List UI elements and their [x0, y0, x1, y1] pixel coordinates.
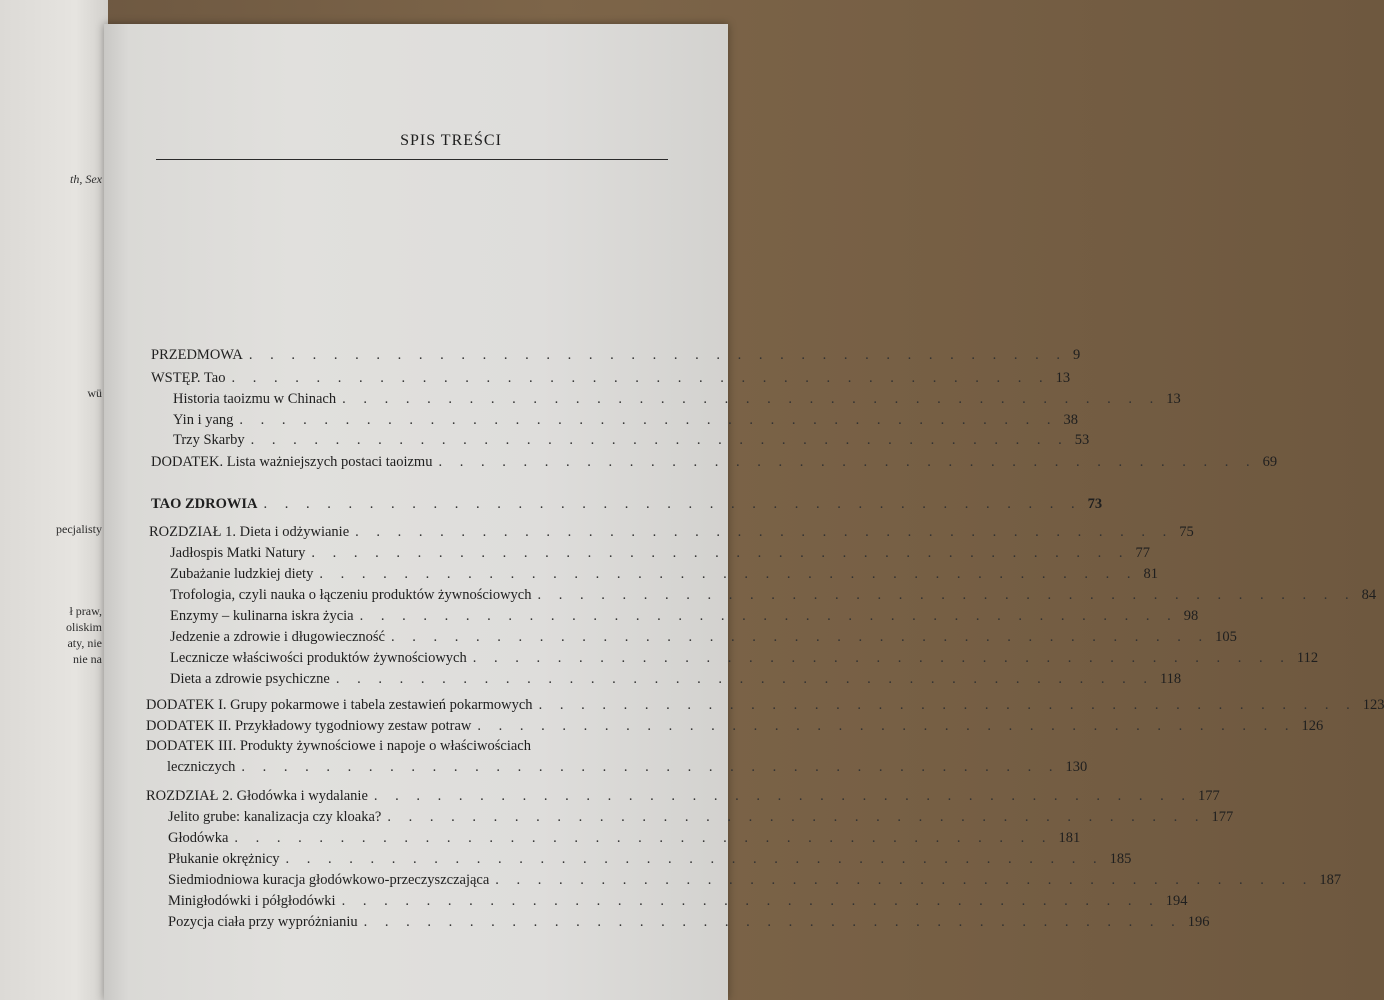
toc-leader-dots: . . . . . . . . . . . . . . . . . . . . . . . . . . . . . . . . . . . . . . .: [239, 412, 1058, 428]
toc-page-number: 98: [1183, 608, 1199, 624]
toc-page-number: 73: [1087, 496, 1103, 512]
toc-entry: [168, 914, 1210, 936]
toc-entry: [168, 809, 1234, 831]
toc-page-number: 13: [1166, 391, 1181, 407]
toc-page-number: 75: [1179, 524, 1194, 540]
page-title: SPIS TREŚCI: [400, 132, 502, 149]
toc-page-number: 38: [1063, 412, 1079, 428]
toc-entry: [170, 650, 1319, 672]
toc-leader-dots: . . . . . . . . . . . . . . . . . . . . . . . . . . . . . . . . . . . . . . .: [335, 671, 1154, 687]
toc-entry: [146, 718, 1324, 740]
toc-page-number: 177: [1211, 809, 1234, 825]
toc-leader-dots: . . . . . . . . . . . . . . . . . . . . . . . . . . . . . . . . . . . . . . .: [311, 545, 1130, 561]
toc-leader-dots: . . . . . . . . . . . . . . . . . . . . . . . . . . . . . . . . . . . . . . .: [355, 524, 1174, 540]
toc-entry: [170, 608, 1199, 630]
toc-leader-dots: . . . . . . . . . . . . . . . . . . . . . . . . . . . . . . . . . . . . . . .: [537, 587, 1356, 603]
toc-page-number: 105: [1215, 629, 1237, 645]
toc-page-number: 112: [1296, 650, 1319, 666]
toc-page-number: 187: [1319, 872, 1342, 888]
toc-entry: [170, 671, 1182, 693]
toc-entry: [170, 545, 1150, 567]
toc-leader-dots: . . . . . . . . . . . . . . . . . . . . . . . . . . . . . . . . . . . . . . .: [341, 893, 1160, 909]
toc-entry-label: Enzymy – kulinarna iskra życia: [170, 608, 354, 624]
toc-page-number: 196: [1187, 914, 1210, 930]
toc-page-number: 130: [1065, 759, 1088, 775]
toc-entry: [173, 412, 1079, 434]
toc-entry: [173, 391, 1181, 413]
toc-page-number: 126: [1301, 718, 1324, 734]
toc-entry-label: Trofologia, czyli nauka o łączeniu produktów żywnościowych: [170, 587, 532, 603]
toc-leader-dots: . . . . . . . . . . . . . . . . . . . . . . . . . . . . . . . . . . . . . . .: [477, 718, 1296, 734]
toc-entry-label: Trzy Skarby: [173, 432, 245, 448]
toc-entry-label: DODATEK III. Produkty żywnościowe i napoje o właściwościach: [146, 738, 531, 754]
toc-entry-label: ROZDZIAŁ 2. Głodówka i wydalanie: [146, 788, 368, 804]
toc-page-number: 81: [1143, 566, 1158, 582]
toc-entry-label: Lecznicze właściwości produktów żywnościowych: [170, 650, 467, 666]
toc-entry: [170, 566, 1158, 588]
table-of-contents: [104, 24, 1384, 1000]
toc-leader-dots: . . . . . . . . . . . . . . . . . . . . . . . . . . . . . . . . . . . . . . .: [248, 347, 1067, 363]
toc-leader-dots: . . . . . . . . . . . . . . . . . . . . . . . . . . . . . . . . . . . . . . .: [234, 830, 1053, 846]
toc-entry-label: leczniczych: [167, 759, 236, 775]
left-text-fragment: pecjalisty: [56, 522, 102, 536]
toc-entry-label: Zubażanie ludzkiej diety: [170, 566, 314, 582]
toc-leader-dots: . . . . . . . . . . . . . . . . . . . . . . . . . . . . . . . . . . . . . . .: [342, 391, 1161, 407]
toc-entry-label: ROZDZIAŁ 1. Dieta i odżywianie: [149, 524, 350, 540]
toc-entry-label: TAO ZDROWIA: [151, 496, 258, 512]
toc-page-number: 118: [1159, 671, 1182, 687]
left-text-fragment: wü: [87, 386, 102, 400]
toc-leader-dots: . . . . . . . . . . . . . . . . . . . . . . . . . . . . . . . . . . . . . . .: [241, 759, 1060, 775]
toc-entry-label: Yin i yang: [173, 412, 234, 428]
toc-entry-label: Pozycja ciała przy wypróżnianiu: [168, 914, 358, 930]
toc-entry-label: DODATEK II. Przykładowy tygodniowy zestaw potraw: [146, 718, 472, 734]
toc-leader-dots: . . . . . . . . . . . . . . . . . . . . . . . . . . . . . . . . . . . . . . .: [391, 629, 1210, 645]
left-text-fragment: aty, nie: [67, 636, 102, 650]
toc-page-number: 84: [1361, 587, 1377, 603]
toc-entry: [151, 347, 1081, 369]
toc-entry-label: DODATEK. Lista ważniejszych postaci taoizmu: [151, 454, 433, 470]
toc-entry: [173, 432, 1090, 454]
toc-entry-label: Minigłodówki i półgłodówki: [168, 893, 336, 909]
left-text-fragment: nie na: [73, 652, 102, 666]
toc-page-number: 9: [1072, 347, 1081, 363]
toc-leader-dots: . . . . . . . . . . . . . . . . . . . . . . . . . . . . . . . . . . . . . . .: [472, 650, 1291, 666]
toc-entry: [170, 629, 1237, 651]
toc-entry-label: Siedmiodniowa kuracja głodówkowo-przeczyszczająca: [168, 872, 490, 888]
toc-entry: [151, 370, 1071, 392]
toc-leader-dots: . . . . . . . . . . . . . . . . . . . . . . . . . . . . . . . . . . . . . . .: [250, 432, 1069, 448]
toc-page-number: 123: [1362, 697, 1384, 713]
toc-entry: [168, 830, 1081, 852]
toc-entry: [168, 872, 1342, 894]
toc-leader-dots: . . . . . . . . . . . . . . . . . . . . . . . . . . . . . . . . . . . . . . .: [438, 454, 1257, 470]
toc-leader-dots: . . . . . . . . . . . . . . . . . . . . . . . . . . . . . . . . . . . . . . .: [319, 566, 1138, 582]
toc-entry: [151, 454, 1278, 476]
toc-leader-dots: . . . . . . . . . . . . . . . . . . . . . . . . . . . . . . . . . . . . . . .: [363, 914, 1182, 930]
toc-entry: [168, 851, 1132, 873]
toc-leader-dots: . . . . . . . . . . . . . . . . . . . . . . . . . . . . . . . . . . . . . . .: [538, 697, 1357, 713]
toc-entry: [146, 788, 1220, 810]
toc-leader-dots: . . . . . . . . . . . . . . . . . . . . . . . . . . . . . . . . . . . . . . .: [495, 872, 1314, 888]
toc-entry-label: Głodówka: [168, 830, 229, 846]
toc-page-number: 69: [1262, 454, 1278, 470]
toc-leader-dots: . . . . . . . . . . . . . . . . . . . . . . . . . . . . . . . . . . . . . . .: [359, 608, 1178, 624]
toc-page-number: 53: [1074, 432, 1090, 448]
toc-part-heading: [151, 496, 1103, 518]
toc-entry-label: PRZEDMOWA: [151, 347, 243, 363]
toc-leader-dots: . . . . . . . . . . . . . . . . . . . . . . . . . . . . . . . . . . . . . . .: [285, 851, 1104, 867]
toc-page-number: 181: [1058, 830, 1081, 846]
toc-leader-dots: . . . . . . . . . . . . . . . . . . . . . . . . . . . . . . . . . . . . . . .: [387, 809, 1206, 825]
right-page: [104, 24, 1384, 1000]
toc-page-number: 13: [1055, 370, 1071, 386]
left-text-fragment: th, Sex: [70, 172, 102, 186]
toc-page-number: 77: [1135, 545, 1150, 561]
toc-entry-label: Historia taoizmu w Chinach: [173, 391, 337, 407]
left-page: [0, 0, 108, 1000]
toc-entry-label: Jelito grube: kanalizacja czy kloaka?: [168, 809, 382, 825]
toc-entry: [167, 759, 1088, 781]
toc-entry-label: Jadłospis Matki Natury: [170, 545, 306, 561]
toc-entry-label: WSTĘP. Tao: [151, 370, 226, 386]
left-text-fragment: ł praw,: [69, 604, 102, 618]
toc-entry: [146, 697, 1384, 719]
toc-page-number: 194: [1165, 893, 1188, 909]
toc-entry-label: Jedzenie a zdrowie i długowieczność: [170, 629, 385, 645]
toc-page-number: 185: [1109, 851, 1132, 867]
toc-leader-dots: . . . . . . . . . . . . . . . . . . . . . . . . . . . . . . . . . . . . . . .: [263, 496, 1082, 512]
toc-leader-dots: . . . . . . . . . . . . . . . . . . . . . . . . . . . . . . . . . . . . . . .: [373, 788, 1193, 804]
toc-entry-label: Płukanie okrężnicy: [168, 851, 280, 867]
toc-entry: [149, 524, 1194, 546]
toc-entry-label: DODATEK I. Grupy pokarmowe i tabela zestawień pokarmowych: [146, 697, 533, 713]
toc-entry-label: Dieta a zdrowie psychiczne: [170, 671, 330, 687]
toc-page-number: 177: [1198, 788, 1220, 804]
toc-entry: [168, 893, 1188, 915]
toc-leader-dots: . . . . . . . . . . . . . . . . . . . . . . . . . . . . . . . . . . . . . . .: [231, 370, 1050, 386]
toc-entry: [170, 587, 1377, 609]
left-text-fragment: oliskim: [65, 620, 102, 634]
